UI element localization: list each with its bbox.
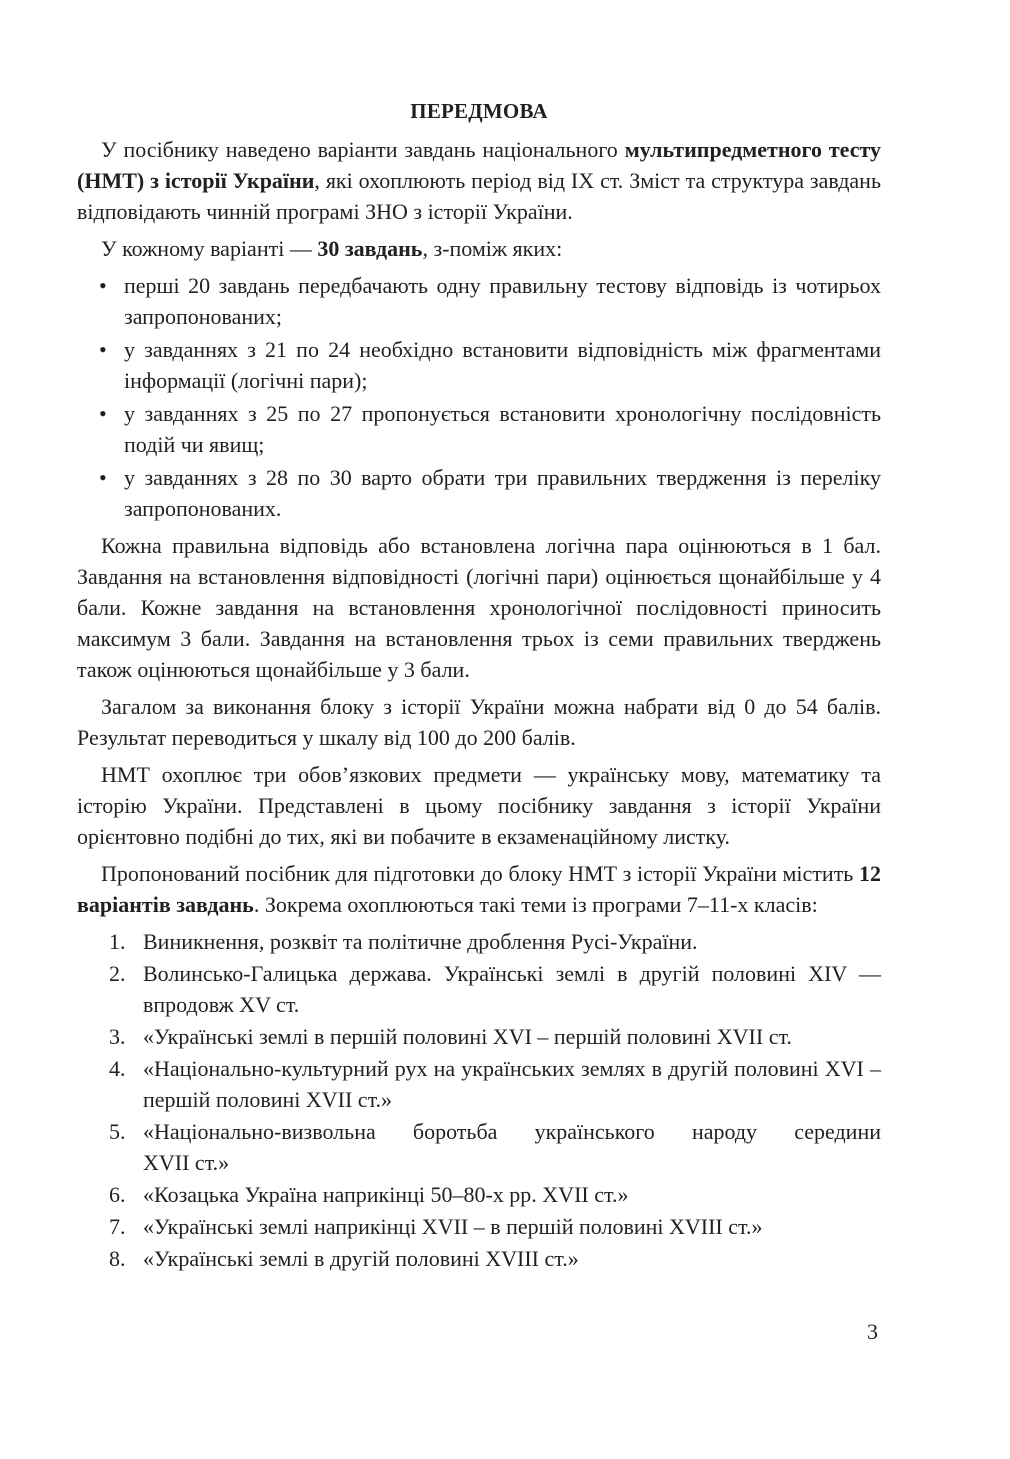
list-item [77, 1243, 881, 1274]
page-number: 3 [867, 1319, 878, 1344]
topic-text: Виникнення, розквіт та політичне дроблення Русі-України. [143, 929, 698, 954]
proposed-text-1: Пропонований посібник для підготовки до блоку НМТ з історії України містить [101, 861, 859, 886]
list-item [77, 1116, 881, 1178]
proposed-bold-variants: 12 варіантів завдань [77, 861, 881, 917]
tasks-count-paragraph [77, 233, 881, 264]
document-page [77, 96, 881, 1275]
nmt-subjects-paragraph: НМТ охоплює три обов’язкових предмети — українську мову, математику та історію України. Представлені в цьому посібнику завдання з історії України орієнтовно подібні до тих, які ви побачите в екзаменаційному листку. [77, 762, 881, 849]
topic-number: 2. [109, 961, 126, 986]
bullet-text: у завданнях з 25 по 27 пропонується встановити хронологічну послідовність подій чи явищ; [124, 401, 881, 457]
list-item [77, 462, 881, 524]
list-item [77, 958, 881, 1020]
topic-number: 6. [109, 1182, 126, 1207]
bullet-icon: • [99, 401, 107, 426]
list-item [77, 1021, 881, 1052]
tasks-text-1: У кожному варіанті — [101, 236, 318, 261]
page-title: ПЕРЕДМОВА [410, 99, 548, 123]
topic-number: 8. [109, 1246, 126, 1271]
scoring-paragraph: Кожна правильна відповідь або встановлена логічна пара оцінюються в 1 бал. Завдання на встановлення відповідності (логічні пари) оцінюється щонайбільше у 4 бали. Кожне завдання на встановлення хронологічної послідовності приносить максимум 3 бали. Завдання на встановлення трьох із семи правильних тверджень також оцінюються щонайбільше у 3 бали. [77, 533, 881, 682]
tasks-text-2: , з-поміж яких: [422, 236, 563, 261]
topic-number: 7. [109, 1214, 126, 1239]
intro-paragraph [77, 134, 881, 227]
intro-text-2: , які охоплюють період від IX ст. Зміст та структура завдань відповідають чинній програмі ЗНО з історії України. [77, 168, 881, 224]
list-item [77, 926, 881, 957]
list-item [77, 270, 881, 332]
proposed-text-2: . Зокрема охоплюються такі теми із програми 7–11-х класів: [253, 892, 818, 917]
topic-text: Волинсько-Галицька держава. Українські землі в другій половині XIV — впродовж XV ст. [143, 961, 881, 1017]
list-item [77, 398, 881, 460]
list-item [77, 1211, 881, 1242]
list-item [77, 334, 881, 396]
topic-text: «Козацька Україна наприкінці 50–80-х рр. XVII ст.» [143, 1182, 629, 1207]
bullet-text: у завданнях з 21 по 24 необхідно встановити відповідність між фрагментами інформації (логічні пари); [124, 337, 881, 393]
proposed-paragraph [77, 858, 881, 920]
list-item [77, 1053, 881, 1115]
task-types-list [77, 270, 881, 524]
bullet-text: перші 20 завдань передбачають одну правильну тестову відповідь із чотирьох запропонованих; [124, 273, 881, 329]
topic-text: «Українські землі в першій половині XVI – першій половині XVII ст. [143, 1024, 792, 1049]
topic-text: «Українські землі наприкінці XVII – в першій половині XVIII ст.» [143, 1214, 763, 1239]
bullet-icon: • [99, 273, 107, 298]
tasks-bold-count: 30 завдань [317, 236, 423, 261]
topics-list [77, 926, 881, 1274]
bullet-icon: • [99, 465, 107, 490]
topic-text: «Українські землі в другій половині XVIII ст.» [143, 1246, 579, 1271]
topic-number: 1. [109, 929, 126, 954]
topic-text-line1: «Національно-визвольна боротьба українського народу середини [143, 1119, 881, 1144]
total-score-paragraph: Загалом за виконання блоку з історії України можна набрати від 0 до 54 балів. Результат переводиться у шкалу від 100 до 200 балів. [77, 694, 881, 750]
topic-text-line2: XVII ст.» [143, 1150, 230, 1175]
intro-bold-subject: мультипредметного тесту (НМТ) з історії України [77, 137, 881, 193]
topic-text: «Національно-культурний рух на українських землях в другій половині XVI – першій половині XVII ст.» [143, 1056, 881, 1112]
intro-text-1: У посібнику наведено варіанти завдань національного [101, 137, 625, 162]
list-item [77, 1179, 881, 1210]
topic-number: 4. [109, 1056, 126, 1081]
bullet-text: у завданнях з 28 по 30 варто обрати три правильних твердження із переліку запропонованих. [124, 465, 881, 521]
topic-number: 5. [109, 1119, 126, 1144]
topic-number: 3. [109, 1024, 126, 1049]
bullet-icon: • [99, 337, 107, 362]
